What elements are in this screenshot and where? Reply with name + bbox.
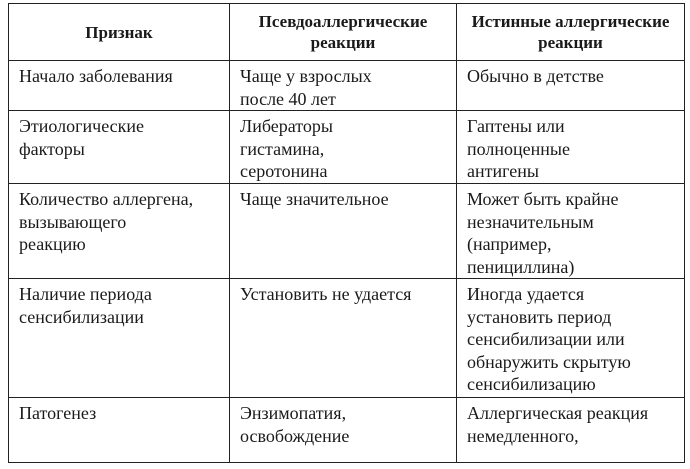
table-row	[9, 279, 685, 398]
table-row	[9, 184, 685, 279]
header-feature: Признак	[9, 4, 230, 61]
table-row	[9, 111, 685, 184]
cell-feature: Наличие периода сенсибилизации	[9, 279, 230, 398]
table-header-row	[9, 4, 685, 61]
cell-pseudo: Установить не удается	[230, 279, 457, 398]
cell-true: Обычно в детстве	[457, 61, 685, 111]
comparison-table	[8, 3, 685, 463]
cell-pseudo: Чаще значительное	[230, 184, 457, 279]
cell-true: Иногда удается установить период сенсибилизации или обнаружить скрытую сенсибилизацию	[457, 279, 685, 398]
cell-feature: Количество аллергена, вызывающего реакцию	[9, 184, 230, 279]
table-row	[9, 61, 685, 111]
cell-pseudo: Либераторы гистамина, серотонина	[230, 111, 457, 184]
cell-feature: Этиологические факторы	[9, 111, 230, 184]
cell-true: Может быть крайне незначительным (например, пенициллина)	[457, 184, 685, 279]
header-pseudo-allergic: Псевдоаллергические реакции	[230, 4, 457, 61]
header-true-allergic: Истинные аллергические реакции	[457, 4, 685, 61]
cell-feature: Начало заболевания	[9, 61, 230, 111]
cell-true: Гаптены или полноценные антигены	[457, 111, 685, 184]
cell-pseudo: Энзимопатия, освобождение	[230, 398, 457, 463]
cell-true: Аллергическая реакция немедленного,	[457, 398, 685, 463]
cell-feature: Патогенез	[9, 398, 230, 463]
table-row	[9, 398, 685, 463]
cell-pseudo: Чаще у взрослых после 40 лет	[230, 61, 457, 111]
